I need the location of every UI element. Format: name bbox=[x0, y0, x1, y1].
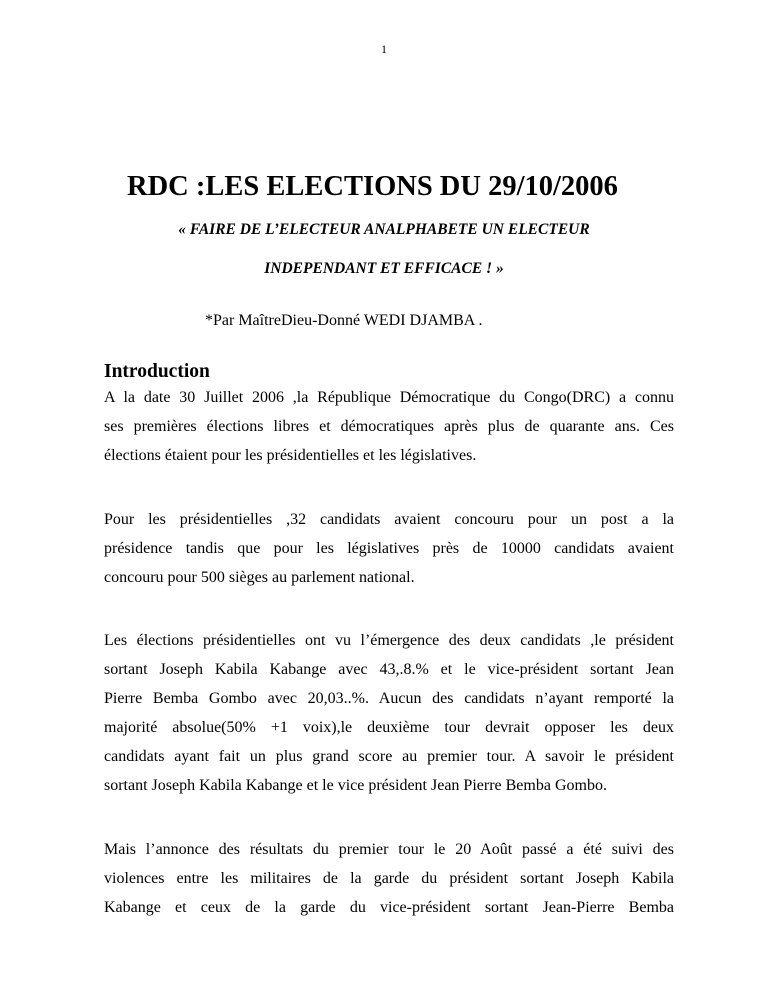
paragraph-line: sortant Joseph Kabila Kabange et le vice président Jean Pierre Bemba Gombo. bbox=[104, 777, 607, 794]
subtitle-line-1: « FAIRE DE L’ELECTEUR ANALPHABETE UN ELECTEUR bbox=[178, 221, 590, 238]
paragraph-line: ses premières élections libres et démocratiques après plus de quarante ans. Ces bbox=[104, 418, 674, 435]
author-byline: *Par MaîtreDieu-Donné WEDI DJAMBA . bbox=[205, 312, 483, 329]
paragraph-3 bbox=[104, 626, 674, 800]
paragraph-line: Mais l’annonce des résultats du premier tour le 20 Août passé a été suivi des bbox=[104, 841, 674, 858]
paragraph-line: sortant Joseph Kabila Kabange avec 43,.8.% et le vice-président sortant Jean bbox=[104, 661, 674, 678]
paragraph-line: A la date 30 Juillet 2006 ,la République Démocratique du Congo(DRC) a connu bbox=[104, 389, 674, 406]
page-number: 1 bbox=[381, 42, 387, 56]
document-title: RDC :LES ELECTIONS DU 29/10/2006 bbox=[127, 171, 618, 202]
paragraph-line: violences entre les militaires de la garde du président sortant Joseph Kabila bbox=[104, 870, 674, 887]
paragraph-line: Pour les présidentielles ,32 candidats avaient concouru pour un post a la bbox=[104, 511, 674, 528]
paragraph-line: candidats ayant fait un plus grand score au premier tour. A savoir le président bbox=[104, 748, 674, 765]
paragraph-line: majorité absolue(50% +1 voix),le deuxième tour devrait opposer les deux bbox=[104, 719, 674, 736]
paragraph-line: Kabange et ceux de la garde du vice-président sortant Jean-Pierre Bemba bbox=[104, 899, 674, 916]
paragraph-4 bbox=[104, 835, 674, 922]
paragraph-1 bbox=[104, 383, 674, 470]
paragraph-line: élections étaient pour les présidentielles et les législatives. bbox=[104, 447, 477, 464]
subtitle-line-2: INDEPENDANT ET EFFICACE ! » bbox=[264, 260, 504, 277]
paragraph-line: Pierre Bemba Gombo avec 20,03..%. Aucun des candidats n’ayant remporté la bbox=[104, 690, 674, 707]
paragraph-2 bbox=[104, 505, 674, 592]
section-heading: Introduction bbox=[104, 361, 210, 382]
paragraph-line: présidence tandis que pour les législatives près de 10000 candidats avaient bbox=[104, 540, 674, 557]
paragraph-line: Les élections présidentielles ont vu l’émergence des deux candidats ,le président bbox=[104, 632, 674, 649]
paragraph-line: concouru pour 500 sièges au parlement national. bbox=[104, 569, 415, 586]
